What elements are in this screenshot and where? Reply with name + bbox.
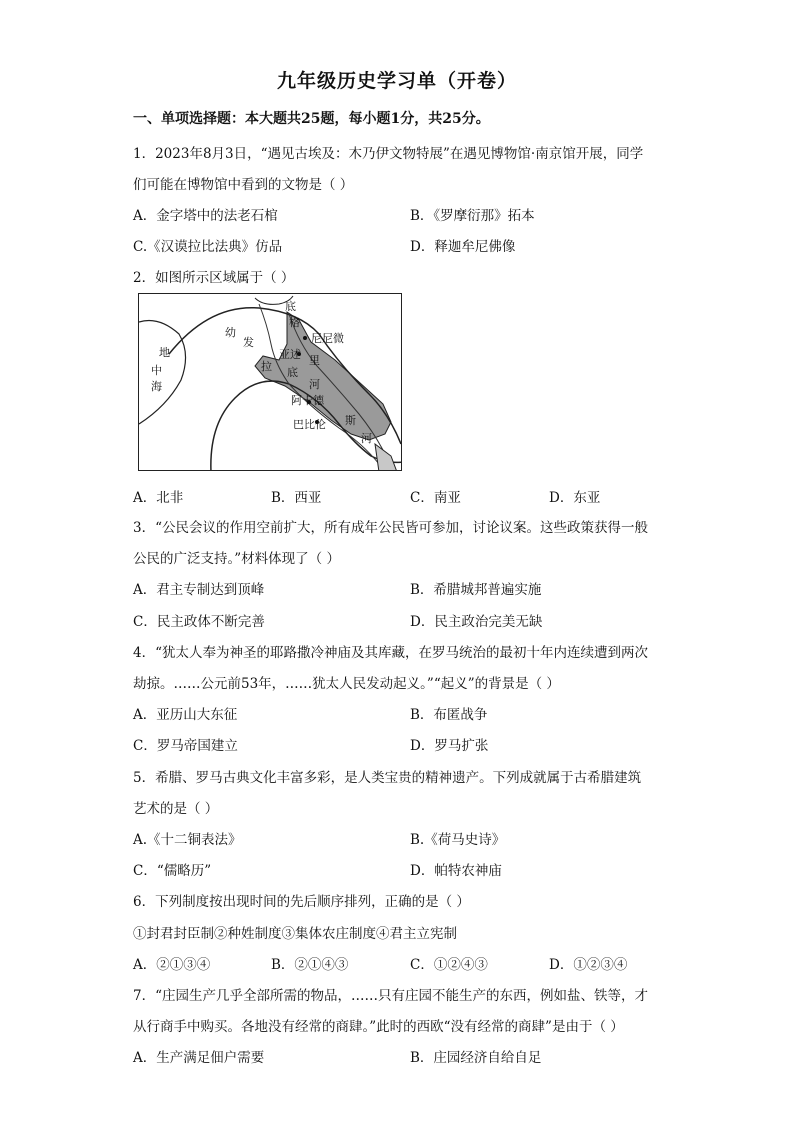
q2-stem-line1: 2．如图所示区域属于（ ）	[133, 270, 295, 286]
q4-option-d: D．罗马扩张	[410, 738, 489, 754]
map-coastline	[139, 321, 186, 425]
q6-stem-line2: ①封君封臣制②种姓制度③集体农庄制度④君主立宪制	[133, 926, 457, 942]
city-nineveh-dot	[303, 336, 307, 340]
q2-option-c: C．南亚	[410, 490, 461, 506]
map-label-akkad: 阿卡德	[291, 394, 324, 407]
map-label-sea1: 地	[159, 346, 170, 359]
map-label-river-1: 河	[309, 378, 320, 391]
map-label-tigris-1: 底	[285, 300, 296, 313]
q3-option-a: A．君主专制达到顶峰	[133, 582, 265, 598]
q7-stem-line1: 7．“庄园生产几乎全部所需的物品，……只有庄园不能生产的东西，例如盐、铁等，才	[133, 988, 648, 1004]
map-label-tigris-4: 里	[309, 354, 320, 367]
q1-stem-line2: 们可能在博物馆中看到的文物是（ ）	[133, 177, 354, 193]
map-label-river-2: 河	[361, 432, 372, 445]
q5-stem-line1: 5．希腊、罗马古典文化丰富多彩，是人类宝贵的精神遗产。下列成就属于古希腊建筑	[133, 770, 642, 786]
q2-option-d: D．东亚	[549, 490, 601, 506]
q7-stem-line2: 从行商手中购买。各地没有经常的商肆。”此时的西欧“没有经常的商肆”是由于（ ）	[133, 1019, 624, 1035]
q4-option-b: B．布匿战争	[410, 707, 488, 723]
q2-option-a: A．北非	[133, 490, 184, 506]
map-label-nineveh: 尼尼微	[311, 332, 344, 345]
q1-option-c: C.《汉谟拉比法典》仿品	[133, 239, 283, 255]
q6-option-b: B．②①④③	[271, 957, 349, 973]
q6-option-c: C．①②④③	[410, 957, 488, 973]
page-title: 九年级历史学习单（开卷）	[276, 70, 517, 92]
map-label-babylon: 巴比伦	[293, 418, 326, 431]
q1-option-a: A．金字塔中的法老石棺	[133, 208, 278, 224]
mesopotamia-map	[138, 293, 402, 471]
q1-stem-line1: 1．2023年8月3日，“遇见古埃及：木乃伊文物特展”在遇见博物馆·南京馆开展，同学	[133, 146, 644, 162]
map-label-tigris-3: 底	[287, 366, 298, 379]
q1-option-d: D．释迦牟尼佛像	[410, 239, 516, 255]
map-label-sea2: 中	[151, 364, 162, 377]
q3-option-b: B．希腊城邦普遍实施	[410, 582, 542, 598]
q3-stem-line2: 公民的广泛支持。”材料体现了（ ）	[133, 551, 340, 567]
map-label-tigris-2: 格	[289, 316, 300, 329]
q4-stem-line1: 4．“犹太人奉为神圣的耶路撒冷神庙及其库藏，在罗马统治的最初十年内连续遭到两次	[133, 645, 648, 661]
map-label-tigris-5: 斯	[345, 414, 356, 427]
q7-option-a: A．生产满足佃户需要	[133, 1050, 265, 1066]
q6-option-d: D．①②③④	[549, 957, 628, 973]
q3-stem-line1: 3．“公民会议的作用空前扩大，所有成年公民皆可参加，讨论议案。这些政策获得一般	[133, 520, 648, 536]
map-label-assur: 亚述	[279, 348, 301, 361]
q4-option-a: A．亚历山大东征	[133, 707, 238, 723]
map-label-euphrates-1: 幼	[225, 326, 236, 339]
q5-option-c: C．“儒略历”	[133, 863, 212, 879]
q1-option-b: B．《罗摩衍那》拓本	[410, 208, 535, 224]
map-label-euphrates-2: 发	[243, 336, 254, 349]
q7-option-b: B．庄园经济自给自足	[410, 1050, 542, 1066]
q6-stem-line1: 6．下列制度按出现时间的先后顺序排列，正确的是（ ）	[133, 894, 470, 910]
q5-option-a: A.《十二铜表法》	[133, 832, 242, 848]
q3-option-d: D．民主政治完美无缺	[410, 614, 543, 630]
q3-option-c: C．民主政体不断完善	[133, 614, 265, 630]
map-label-sea3: 海	[151, 380, 162, 393]
q5-option-b: B.《荷马史诗》	[410, 832, 506, 848]
q4-option-c: C．罗马帝国建立	[133, 738, 238, 754]
q6-option-a: A．②①③④	[133, 957, 211, 973]
q5-stem-line2: 艺术的是（ ）	[133, 801, 219, 817]
q4-stem-line2: 劫掠。……公元前53年，……犹太人民发动起义。”“起义”的背景是（ ）	[133, 676, 560, 692]
map-label-euphrates-3: 拉	[261, 360, 272, 373]
section-heading: 一、单项选择题：本大题共25题，每小题1分，共25分。	[133, 111, 490, 127]
q2-option-b: B．西亚	[271, 490, 322, 506]
map-gulf	[375, 444, 397, 471]
q5-option-d: D．帕特农神庙	[410, 863, 502, 879]
